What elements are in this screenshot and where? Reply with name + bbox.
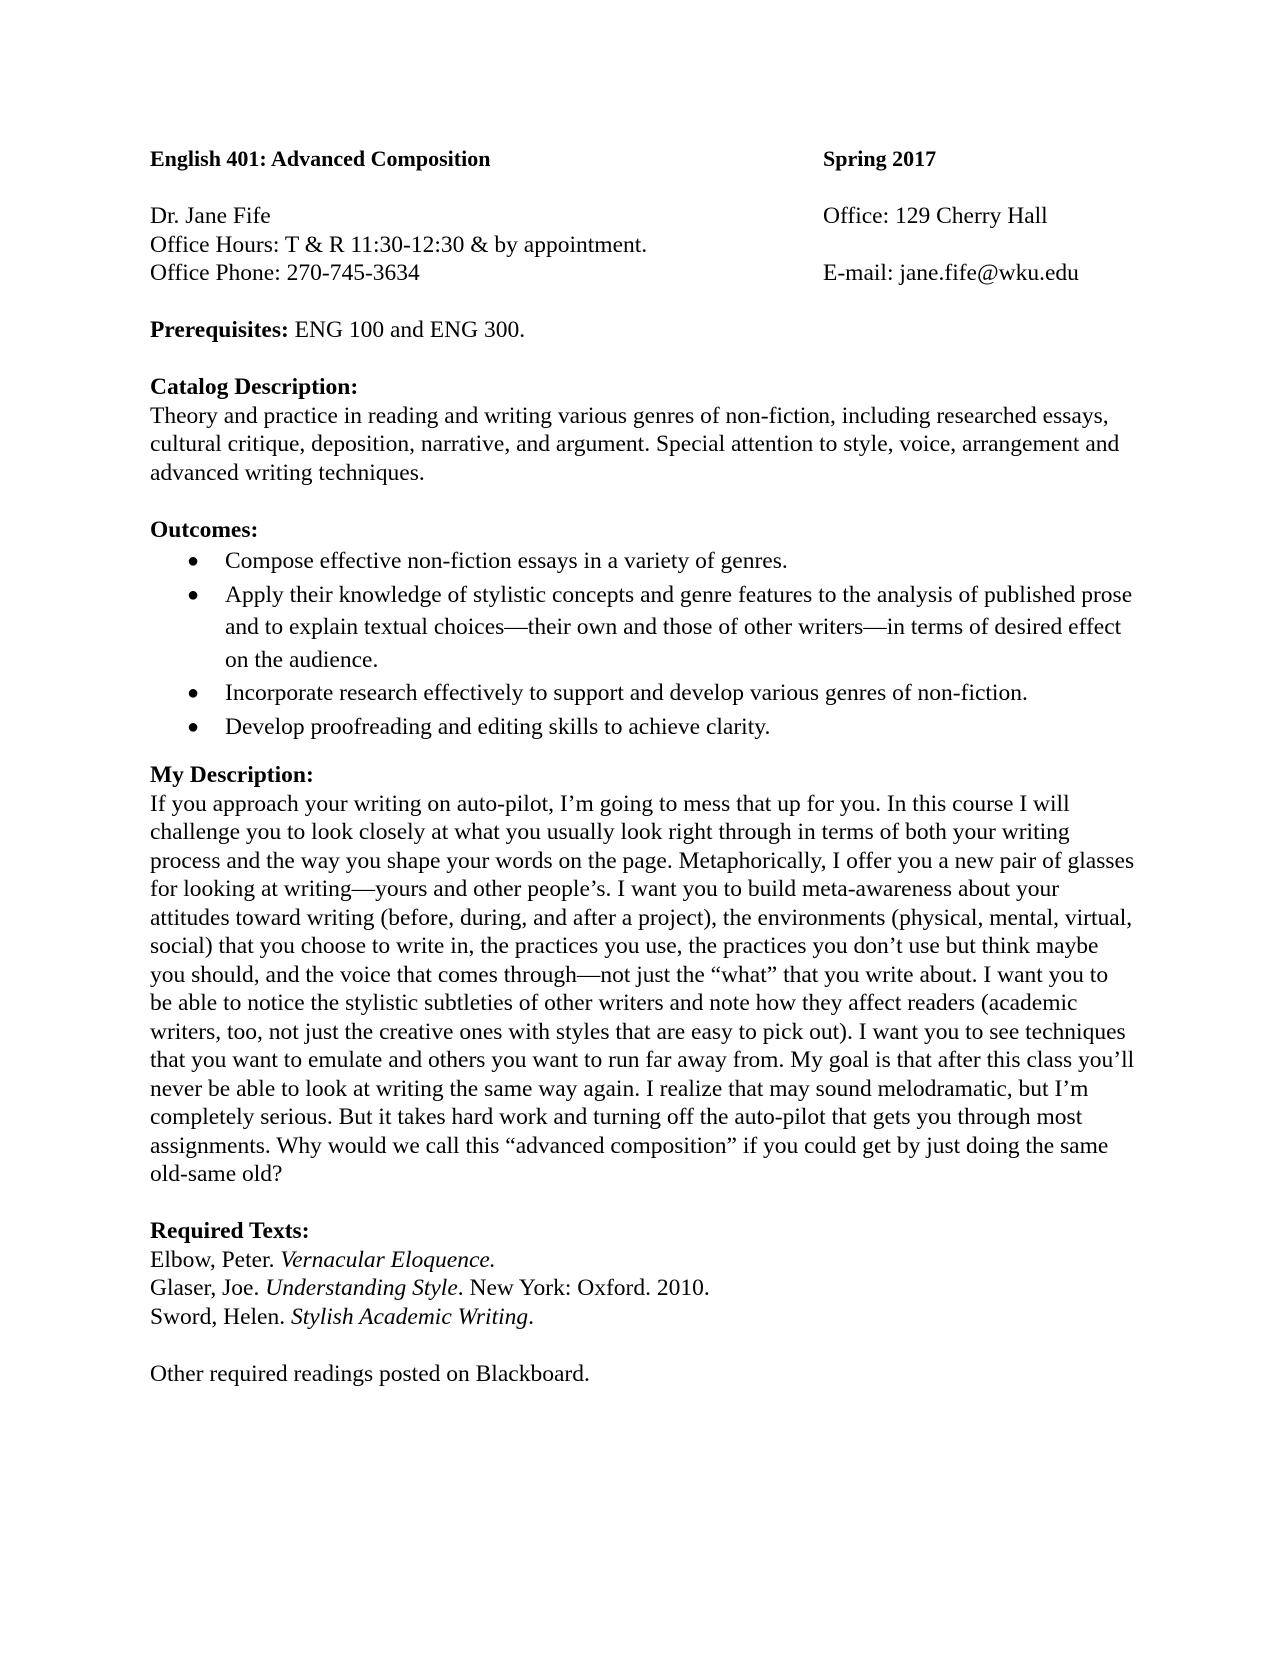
required-text-item: Glaser, Joe. Understanding Style. New York: Oxford. 2010. (150, 1275, 710, 1301)
catalog-heading: Catalog Description: (150, 374, 359, 400)
email-address: E-mail: jane.fife@wku.edu (823, 260, 1079, 286)
required-text-item: Elbow, Peter. Vernacular Eloquence. (150, 1246, 496, 1273)
prerequisites-value: ENG 100 and ENG 300. (288, 317, 526, 343)
required-texts-heading: Required Texts: (150, 1218, 310, 1244)
outcomes-heading: Outcomes: (150, 516, 259, 543)
other-readings: Other required readings posted on Blackboard. (150, 1360, 590, 1387)
course-title: English 401: Advanced Composition (150, 146, 491, 171)
list-item: ● Develop proofreading and editing skills to achieve clarity. (150, 711, 1135, 744)
bullet-icon: ● (187, 583, 200, 606)
required-text-item: Sword, Helen. Stylish Academic Writing. (150, 1303, 535, 1330)
office-location: Office: 129 Cherry Hall (823, 203, 1048, 229)
term: Spring 2017 (823, 146, 937, 171)
outcomes-list (150, 545, 1135, 743)
my-description-heading: My Description: (150, 762, 314, 788)
header-row (150, 145, 1135, 174)
prerequisites-label: Prerequisites: (150, 317, 289, 343)
my-description-text: If you approach your writing on auto-pilot, I’m going to mess that up for you. In this course I will challenge you to look closely at what you usually look right through in terms of both your writing process and the way you shape your words on the page. Metaphorically, I offer you a new pair of glasses for looking at writing—yours and other people’s. I want you to build meta-awareness about your attitudes toward writing (before, during, and after a project), the environments (physical, mental, virtual, social) that you choose to write in, the practices you use, the practices you don’t use but think maybe you should, and the voice that comes through—not just the “what” that you write about. I want you to be able to notice the stylistic subtleties of other writers and note how they affect readers (academic writers, too, not just the creative ones with styles that are easy to pick out). I want you to see techniques that you want to emulate and others you want to run far away from. My goal is that after this class you’ll never be able to look at writing the same way again. I realize that may sound melodramatic, but I’m completely serious. But it takes hard work and turning off the auto-pilot that gets you through most assignments. Why would we call this “advanced composition” if you could get by just doing the same old-same old? (150, 790, 1135, 1187)
bullet-icon: ● (187, 682, 200, 704)
instructor-name: Dr. Jane Fife (150, 203, 271, 229)
office-hours-row (150, 231, 1135, 260)
list-item: ● Compose effective non-fiction essays in a variety of genres. (150, 545, 1135, 578)
bullet-icon: ● (187, 715, 200, 738)
prerequisites-row (150, 316, 1135, 345)
bullet-icon: ● (187, 550, 200, 572)
list-item: ● Apply their knowledge of stylistic concepts and genre features to the analysis of published prose and to explain textual choices—their own and those of other writers—in terms of desired effect on the audience. (150, 579, 1135, 677)
syllabus-content (150, 145, 1135, 1388)
instructor-row (150, 202, 1135, 231)
catalog-text: Theory and practice in reading and writing various genres of non-fiction, including researched essays, cultural critique, deposition, narrative, and argument. Special attention to style, voice, arrangement and advanced writing techniques. (150, 402, 1120, 486)
office-hours: Office Hours: T & R 11:30-12:30 & by appointment. (150, 231, 648, 258)
contact-row (150, 259, 1135, 288)
office-phone: Office Phone: 270-745-3634 (150, 260, 420, 286)
list-item: ● Incorporate research effectively to support and develop various genres of non-fiction. (150, 677, 1135, 710)
